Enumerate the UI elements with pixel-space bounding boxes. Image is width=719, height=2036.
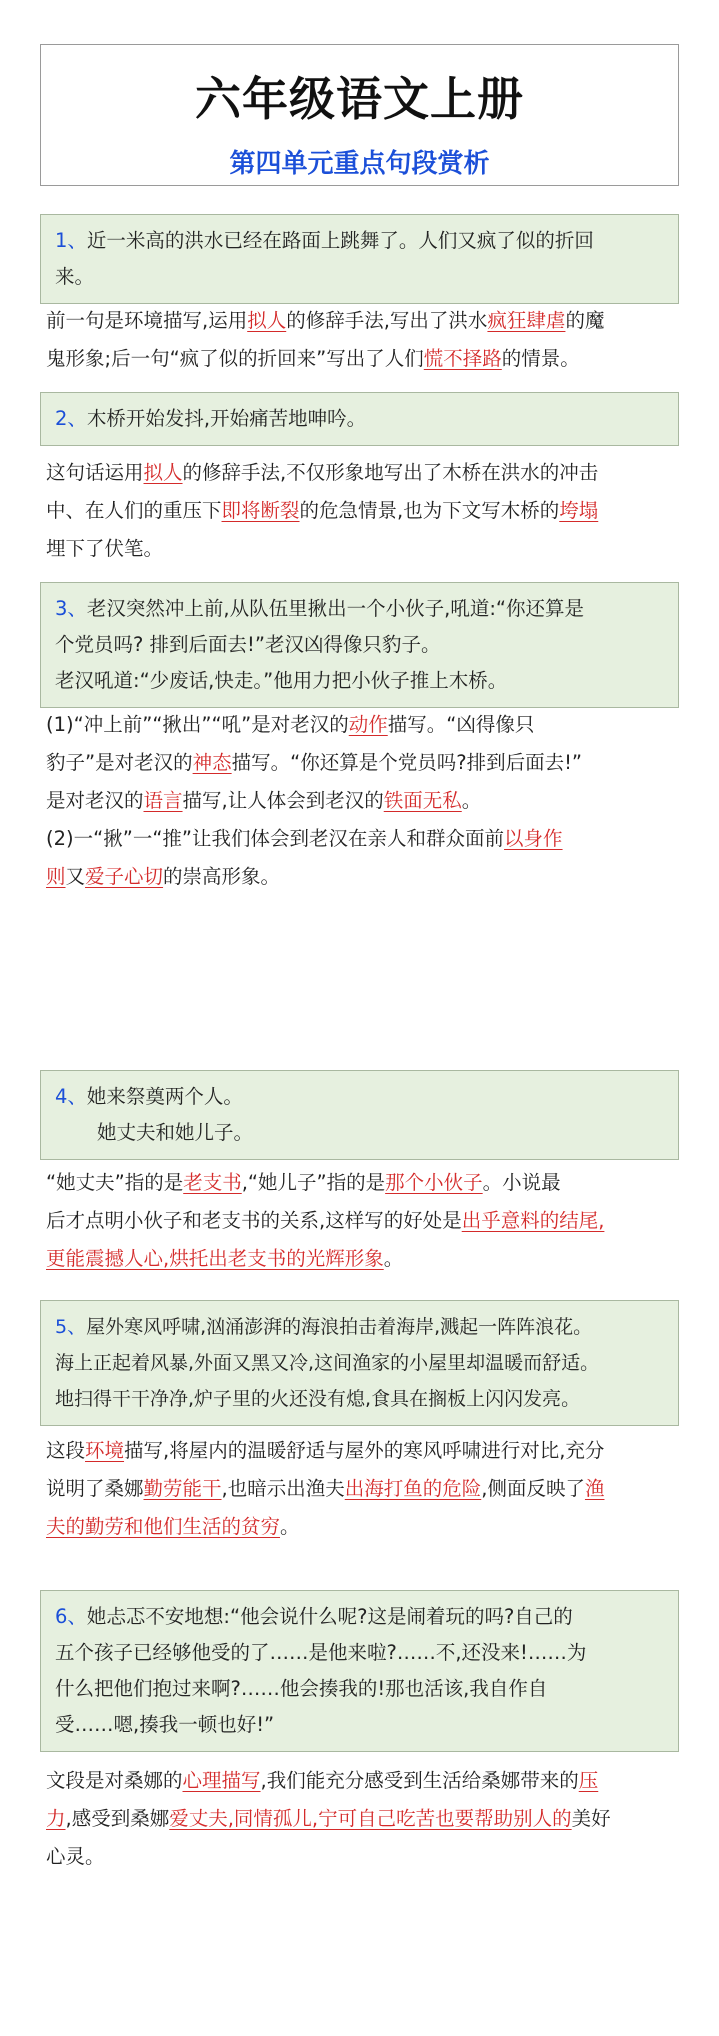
analysis-text: 前一句是环境描写,运用 — [46, 309, 248, 332]
analysis-text: 。 — [383, 1247, 404, 1270]
quote-number: 5、 — [55, 1316, 87, 1338]
highlight-phrase: 那个小伙子 — [385, 1171, 483, 1194]
highlight-phrase: 力 — [46, 1807, 66, 1830]
quote-text: 老汉吼道:“少废话,快走。”他用力把小伙子推上木桥。 — [55, 669, 508, 692]
quote-text: 她忐忑不安地想:“他会说什么呢?这是闹着玩的吗?自己的 — [86, 1605, 573, 1628]
quote-text: 什么把他们抱过来啊?……他会揍我的!那也活该,我自作自 — [55, 1677, 548, 1700]
title-box — [40, 44, 679, 186]
quote-box-5 — [40, 1300, 679, 1426]
highlight-phrase: 慌不择路 — [423, 347, 502, 370]
analysis-text: ,“她儿子”指的是 — [241, 1171, 386, 1194]
analysis-text: ,也暗示出渔夫 — [221, 1477, 345, 1500]
highlight-phrase: 动作 — [348, 713, 388, 736]
quote-number: 6、 — [55, 1605, 87, 1628]
quote-text: 海上正起着风暴,外面又黑又冷,这间渔家的小屋里却温暖而舒适。 — [55, 1352, 600, 1374]
highlight-phrase: 则 — [46, 865, 66, 888]
quote-text: 来。 — [55, 265, 95, 288]
highlight-phrase: 垮塌 — [559, 499, 599, 522]
analysis-text: 的情景。 — [501, 347, 580, 370]
analysis-text: “她丈夫”指的是 — [46, 1171, 184, 1194]
analysis-text: ,侧面反映了 — [481, 1477, 585, 1500]
analysis-2 — [46, 454, 679, 568]
analysis-text: 描写,将屋内的温暖舒适与屋外的寒风呼啸进行对比,充分 — [124, 1439, 605, 1462]
analysis-text: 文段是对桑娜的 — [46, 1769, 183, 1792]
highlight-phrase: 铁面无私 — [383, 789, 462, 812]
highlight-phrase: 疯狂肆虐 — [487, 309, 566, 332]
analysis-text: 描写,让人体会到老汉的 — [182, 789, 384, 812]
quote-box-6 — [40, 1590, 679, 1752]
analysis-text: 又 — [65, 865, 86, 888]
analysis-text: 美好 — [571, 1807, 611, 1830]
analysis-text: 是对老汉的 — [46, 789, 144, 812]
highlight-phrase: 即将断裂 — [221, 499, 300, 522]
analysis-text: 的危急情景,也为下文写木桥的 — [299, 499, 560, 522]
quote-text: 她来祭奠两个人。 — [86, 1085, 243, 1108]
analysis-4 — [46, 1164, 679, 1278]
analysis-text: 。 — [461, 789, 482, 812]
analysis-text: (1)“冲上前”“揪出”“吼”是对老汉的 — [46, 713, 349, 736]
analysis-3 — [46, 706, 679, 896]
page-title: 六年级语文上册 — [195, 72, 524, 126]
quote-text: 木桥开始发抖,开始痛苦地呻吟。 — [86, 407, 367, 430]
quote-text: 个党员吗? 排到后面去!”老汉凶得像只豹子。 — [55, 633, 441, 656]
analysis-text: 后才点明小伙子和老支书的关系,这样写的好处是 — [46, 1209, 462, 1232]
quote-box-2 — [40, 392, 679, 446]
highlight-phrase: 渔 — [584, 1477, 605, 1500]
analysis-text: 描写。“凶得像只 — [387, 713, 535, 736]
quote-number: 4、 — [55, 1085, 87, 1108]
analysis-6 — [46, 1762, 679, 1876]
analysis-text: 豹子”是对老汉的 — [46, 751, 193, 774]
highlight-phrase: 神态 — [192, 751, 232, 774]
page-subtitle: 第四单元重点句段赏析 — [229, 149, 490, 179]
analysis-text: 鬼形象;后一句“疯了似的折回来”写出了人们 — [46, 347, 424, 370]
analysis-text: 。 — [280, 1515, 300, 1538]
quote-box-3 — [40, 582, 679, 708]
analysis-text: 埋下了伏笔。 — [46, 537, 164, 560]
highlight-phrase: 拟人 — [143, 461, 183, 484]
highlight-phrase: 拟人 — [247, 309, 287, 332]
analysis-text: 心灵。 — [46, 1845, 105, 1868]
analysis-text: 的魔 — [565, 309, 605, 332]
analysis-5 — [46, 1432, 679, 1546]
quote-box-4 — [40, 1070, 679, 1160]
quote-text: 五个孩子已经够他受的了……是他来啦?……不,还没来!……为 — [55, 1641, 587, 1664]
analysis-text: ,我们能充分感受到生活给桑娜带来的 — [260, 1769, 579, 1792]
highlight-phrase: 语言 — [143, 789, 183, 812]
quote-number: 3、 — [55, 597, 87, 620]
analysis-text: 说明了桑娜 — [46, 1477, 144, 1500]
analysis-text: 的崇高形象。 — [163, 865, 281, 888]
highlight-phrase: 以身作 — [504, 827, 563, 850]
highlight-phrase: 勤劳能干 — [143, 1477, 222, 1500]
analysis-text: ,感受到桑娜 — [65, 1807, 170, 1830]
highlight-phrase: 更能震撼人心,烘托出老支书的光辉形象 — [46, 1247, 384, 1270]
highlight-phrase: 老支书 — [183, 1171, 242, 1194]
quote-text: 屋外寒风呼啸,汹涌澎湃的海浪拍击着海岸,溅起一阵阵浪花。 — [86, 1316, 593, 1338]
highlight-phrase: 环境 — [85, 1439, 125, 1462]
highlight-phrase: 夫的勤劳和他们生活的贫穷 — [46, 1515, 281, 1538]
quote-text: 受……嗯,揍我一顿也好!” — [55, 1713, 275, 1736]
quote-text: 她丈夫和她儿子。 — [97, 1121, 254, 1144]
quote-number: 2、 — [55, 407, 87, 430]
analysis-text: 描写。“你还算是个党员吗?排到后面去!” — [231, 751, 582, 774]
analysis-text: 中、在人们的重压下 — [46, 499, 222, 522]
quote-text: 老汉突然冲上前,从队伍里揪出一个小伙子,吼道:“你还算是 — [86, 597, 584, 620]
highlight-phrase: 出海打鱼的危险 — [344, 1477, 482, 1500]
highlight-phrase: 心理描写 — [182, 1769, 261, 1792]
highlight-phrase: 出乎意料的结尾, — [461, 1209, 605, 1232]
quote-text: 地扫得干干净净,炉子里的火还没有熄,食具在搁板上闪闪发亮。 — [55, 1388, 581, 1410]
analysis-text: (2)一“揪”一“推”让我们体会到老汉在亲人和群众面前 — [46, 827, 505, 850]
quote-text: 近一米高的洪水已经在路面上跳舞了。人们又疯了似的折回 — [86, 229, 594, 252]
highlight-phrase: 爱子心切 — [85, 865, 164, 888]
highlight-phrase: 压 — [578, 1769, 599, 1792]
highlight-phrase: 爱丈夫,同情孤儿,宁可自己吃苦也要帮助别人的 — [169, 1807, 572, 1830]
analysis-1 — [46, 302, 679, 378]
analysis-text: 的修辞手法,写出了洪水 — [286, 309, 488, 332]
quote-box-1 — [40, 214, 679, 304]
analysis-text: 的修辞手法,不仅形象地写出了木桥在洪水的冲击 — [182, 461, 599, 484]
quote-number: 1、 — [55, 229, 87, 252]
analysis-text: 这句话运用 — [46, 461, 144, 484]
analysis-text: 这段 — [46, 1439, 86, 1462]
analysis-text: 。小说最 — [482, 1171, 561, 1194]
